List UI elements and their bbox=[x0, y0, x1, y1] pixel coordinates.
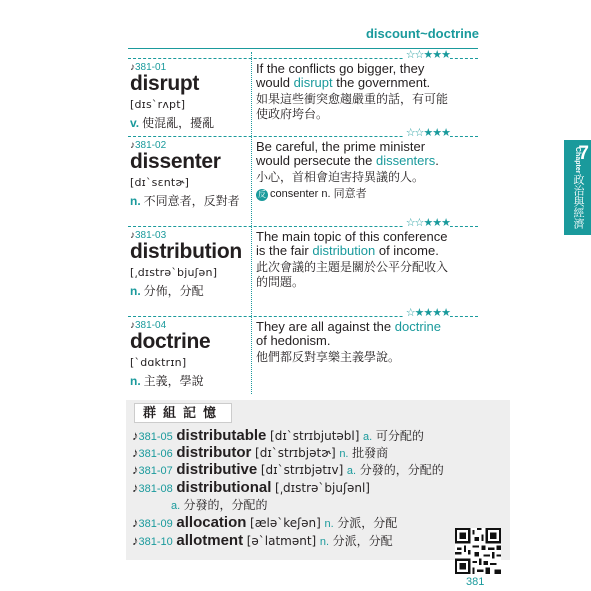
phonetic: [dɪˋstrɪbjətɚ] bbox=[255, 446, 336, 460]
chapter-label: Chapter bbox=[574, 146, 581, 174]
list-item bbox=[132, 444, 388, 461]
definition: 批發商 bbox=[352, 446, 389, 460]
antonym-icon: 反 bbox=[258, 190, 266, 199]
part-of-speech: v. bbox=[130, 116, 140, 130]
highlighted-word: distribution bbox=[312, 243, 376, 258]
antonym: 反 consenter n. 同意者 bbox=[258, 188, 367, 200]
entry-disrupt bbox=[128, 50, 478, 136]
chapter-title: 政治與經濟 bbox=[572, 173, 584, 229]
list-item bbox=[132, 427, 424, 444]
definition: 分派，分配 bbox=[337, 516, 398, 530]
page-number: 381 bbox=[466, 576, 485, 588]
example bbox=[256, 62, 452, 122]
example-zh: 他們都反對享樂主義學說。 bbox=[256, 350, 401, 364]
audio-track-id[interactable]: ♪381-04 bbox=[130, 320, 167, 331]
phonetic: [əˋlatmənt] bbox=[246, 534, 317, 548]
example bbox=[256, 230, 452, 290]
example-zh: 如果這些衝突愈趨嚴重的話，有可能使政府垮台。 bbox=[256, 92, 449, 121]
definition: n. 分佈，分配 bbox=[130, 284, 204, 298]
phonetic: [ælə`keʃən] bbox=[250, 516, 321, 530]
entry-dissenter bbox=[128, 128, 478, 226]
part-of-speech: n. bbox=[324, 518, 334, 530]
part-of-speech: n. bbox=[339, 448, 349, 460]
chapter-number: 7 bbox=[578, 143, 589, 164]
list-item bbox=[132, 479, 370, 496]
entry-distribution bbox=[128, 218, 478, 316]
highlighted-word: disrupt bbox=[293, 75, 333, 90]
music-note-icon: ♪ bbox=[130, 230, 135, 241]
headword: disrupt bbox=[130, 72, 200, 95]
definition: n. 主義，學說 bbox=[130, 374, 204, 388]
running-header: discount~doctrine bbox=[365, 26, 479, 41]
headword: distributive bbox=[176, 461, 258, 478]
definition: 分發的，分配的 bbox=[183, 498, 268, 512]
example-en: If the conflicts go bigger, they would disrupt the government. bbox=[256, 61, 431, 90]
headword: allotment bbox=[176, 532, 244, 549]
definition: n. 不同意者，反對者 bbox=[130, 194, 240, 208]
part-of-speech: a. bbox=[346, 465, 357, 477]
audio-track-id[interactable]: 381-07 bbox=[138, 465, 173, 477]
phonetic: [dɪsˋrʌpt] bbox=[130, 98, 186, 111]
chapter-tab[interactable] bbox=[564, 140, 591, 235]
highlighted-word: doctrine bbox=[394, 319, 441, 334]
example bbox=[256, 320, 452, 365]
example-en: The main topic of this conference is the fair distribution of income. bbox=[256, 229, 448, 258]
music-note-icon: ♪ bbox=[132, 462, 139, 477]
qr-code-icon[interactable] bbox=[455, 528, 501, 574]
star-rating: ☆☆★★★ bbox=[405, 217, 450, 229]
phonetic: [͵dɪstrəˋbjuʃən] bbox=[130, 266, 218, 279]
music-note-icon: ♪ bbox=[130, 62, 135, 73]
list-item bbox=[132, 461, 444, 478]
headword: distribution bbox=[130, 240, 242, 263]
audio-track-id[interactable]: 381-09 bbox=[138, 518, 173, 530]
list-item-continuation bbox=[171, 496, 268, 513]
music-note-icon: ♪ bbox=[132, 533, 139, 548]
example-zh: 小心，首相會迫害持異議的人。 bbox=[256, 170, 425, 184]
music-note-icon: ♪ bbox=[130, 140, 135, 151]
music-note-icon: ♪ bbox=[132, 428, 139, 443]
part-of-speech: n. bbox=[130, 284, 141, 298]
group-title: 群組記憶 bbox=[134, 403, 232, 423]
audio-track-id[interactable]: 381-10 bbox=[138, 536, 173, 548]
part-of-speech: a. bbox=[171, 500, 181, 512]
audio-track-id[interactable]: 381-08 bbox=[138, 483, 173, 495]
star-rating: ☆★★★★ bbox=[405, 307, 450, 319]
headword: doctrine bbox=[130, 330, 211, 353]
star-rating: ☆☆★★★ bbox=[405, 127, 450, 139]
headword: dissenter bbox=[130, 150, 221, 173]
headword: distributable bbox=[176, 427, 267, 444]
list-item bbox=[132, 514, 397, 531]
definition: 分派，分配 bbox=[332, 534, 393, 548]
phonetic: [͵dɪstrəˋbjuʃənl] bbox=[275, 481, 370, 495]
part-of-speech: n. bbox=[319, 536, 330, 548]
audio-track-id[interactable]: ♪381-02 bbox=[130, 140, 167, 151]
group-memory-box bbox=[126, 400, 510, 560]
example-zh: 此次會議的主題是關於公平分配收入的問題。 bbox=[256, 260, 449, 289]
definition: 可分配的 bbox=[375, 429, 424, 443]
definition: v. 使混亂，擾亂 bbox=[130, 116, 215, 130]
definition: 分發的，分配的 bbox=[359, 463, 444, 477]
example-en: They are all against the doctrine of hedonism. bbox=[256, 319, 441, 348]
part-of-speech: a. bbox=[363, 431, 373, 443]
star-rating: ☆☆★★★ bbox=[405, 49, 450, 61]
music-note-icon: ♪ bbox=[130, 320, 135, 331]
audio-track-id[interactable]: ♪381-01 bbox=[130, 62, 167, 73]
headword: allocation bbox=[176, 514, 247, 531]
music-note-icon: ♪ bbox=[132, 515, 139, 530]
music-note-icon: ♪ bbox=[132, 480, 139, 495]
headword: distributional bbox=[176, 479, 272, 496]
phonetic: [dɪˋstrɪbjətɪv] bbox=[260, 463, 344, 477]
music-note-icon: ♪ bbox=[132, 445, 139, 460]
part-of-speech: n. bbox=[130, 374, 141, 388]
phonetic: [dɪˋsɛntɚ] bbox=[130, 176, 190, 189]
example-en: Be careful, the prime minister would persecute the dissenters. bbox=[256, 139, 439, 168]
example bbox=[256, 140, 452, 201]
headword: distributor bbox=[176, 444, 252, 461]
phonetic: [dɪˋstrɪbjutəbl] bbox=[270, 429, 360, 443]
audio-track-id[interactable]: 381-06 bbox=[138, 448, 173, 460]
list-item bbox=[132, 532, 393, 549]
entry-doctrine bbox=[128, 308, 478, 396]
part-of-speech: n. bbox=[130, 194, 141, 208]
audio-track-id[interactable]: ♪381-03 bbox=[130, 230, 167, 241]
highlighted-word: dissenters bbox=[375, 153, 436, 168]
audio-track-id[interactable]: 381-05 bbox=[138, 431, 173, 443]
phonetic: [ˋdɑktrɪn] bbox=[130, 356, 187, 369]
